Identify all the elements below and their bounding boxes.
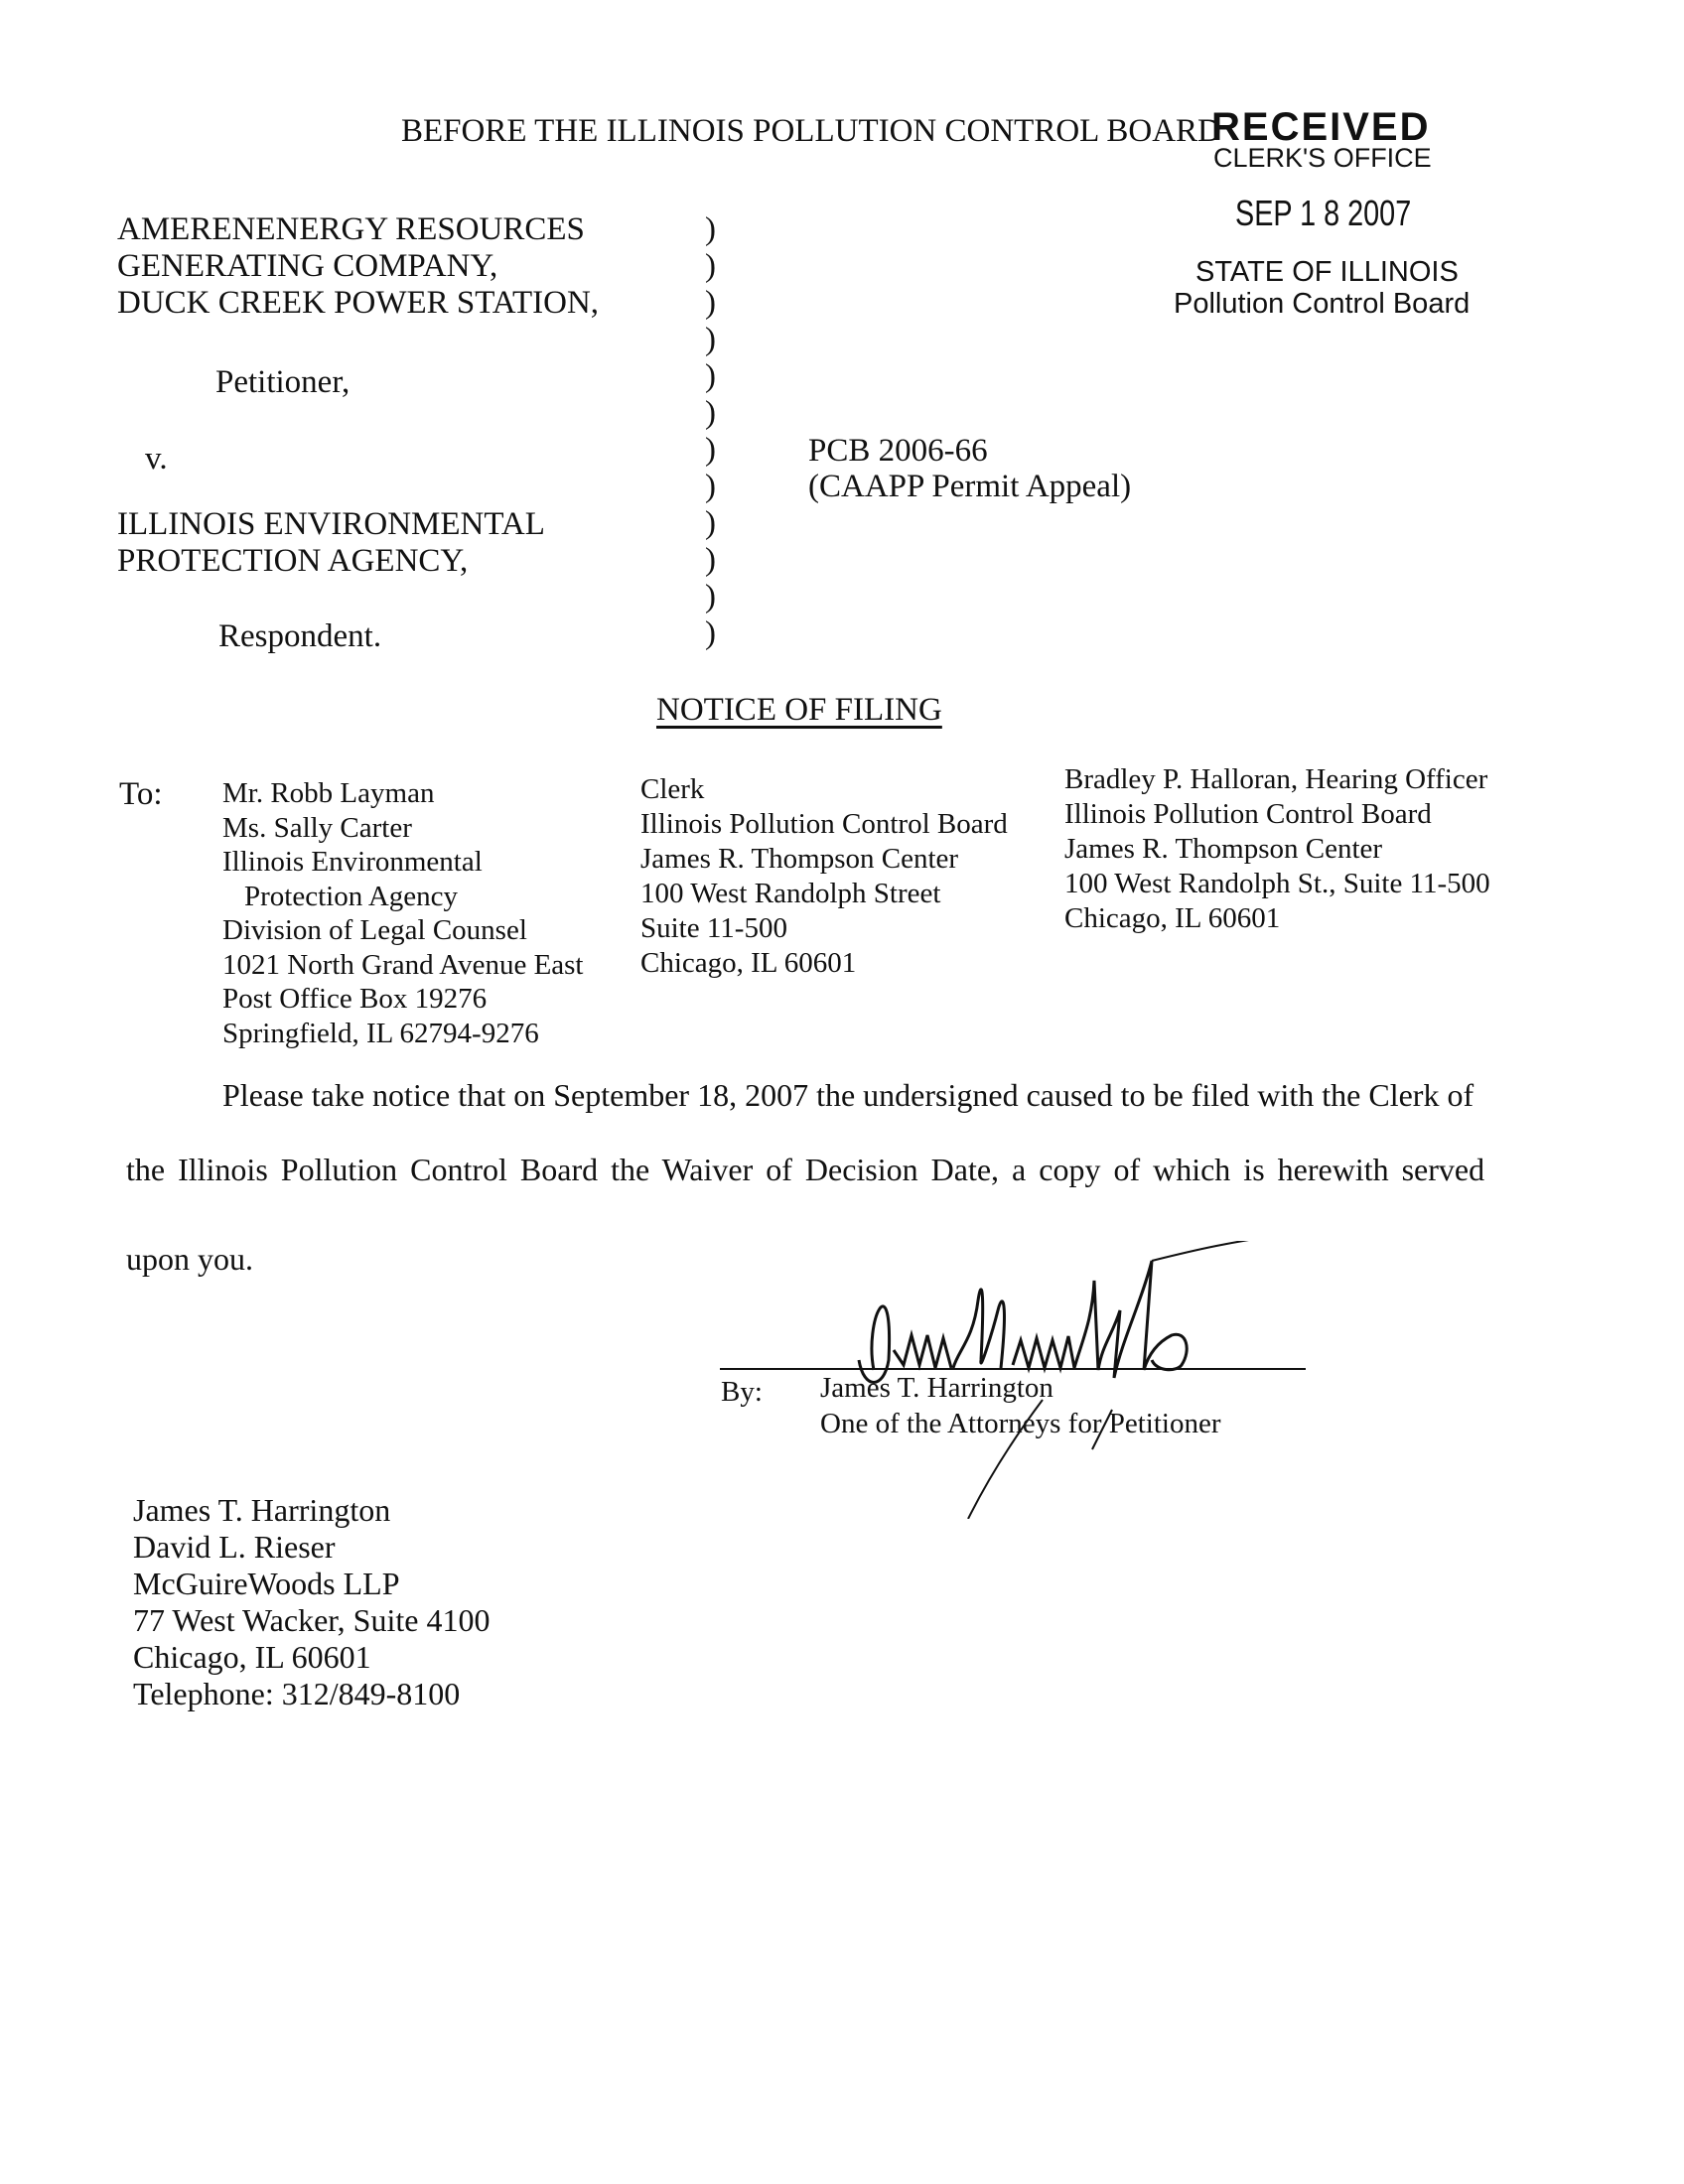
recipient-line: Suite 11-500: [640, 912, 787, 944]
counsel-line: 77 West Wacker, Suite 4100: [133, 1602, 491, 1638]
recipient-line: Division of Legal Counsel: [222, 914, 527, 946]
petitioner-role: Petitioner,: [215, 364, 351, 400]
recipient-line: Ms. Sally Carter: [222, 811, 412, 844]
counsel-line: David L. Rieser: [133, 1529, 336, 1565]
recipient-line: Illinois Environmental: [222, 846, 483, 878]
paren: ): [705, 505, 716, 541]
recipient-line: James R. Thompson Center: [640, 843, 959, 875]
paren: ): [705, 322, 716, 357]
petitioner-name: [117, 211, 599, 322]
stamp-state: STATE OF ILLINOIS: [1195, 256, 1459, 288]
versus-label: v.: [145, 441, 168, 477]
petitioner-line: GENERATING COMPANY,: [117, 248, 498, 284]
body-line-1: Please take notice that on September 18, 2007 the undersigned caused to be filed with the Clerk of: [222, 1077, 1474, 1113]
recipient-line: Chicago, IL 60601: [1064, 902, 1281, 934]
recipient-line: Post Office Box 19276: [222, 983, 488, 1015]
recipient-line: 100 West Randolph Street: [640, 878, 941, 909]
recipient-block-agency: [222, 776, 584, 1050]
paren: ): [705, 248, 716, 284]
counsel-line: Telephone: 312/849-8100: [133, 1676, 461, 1711]
caption-parens: [705, 211, 716, 652]
body-line-3: upon you.: [126, 1241, 253, 1277]
recipient-line: Springfield, IL 62794-9276: [222, 1017, 539, 1049]
paren: ): [705, 469, 716, 504]
respondent-role: Respondent.: [218, 618, 382, 654]
recipient-block-clerk: [640, 772, 1008, 981]
case-number: PCB 2006-66: [808, 433, 988, 469]
stamp-office: CLERK'S OFFICE: [1213, 143, 1432, 173]
paren: ): [705, 395, 716, 431]
recipient-line: 100 West Randolph St., Suite 11-500: [1064, 868, 1490, 899]
respondent-name: [117, 506, 545, 580]
respondent-line: ILLINOIS ENVIRONMENTAL: [117, 506, 545, 542]
petitioner-line: DUCK CREEK POWER STATION,: [117, 285, 600, 321]
recipient-line: Illinois Pollution Control Board: [640, 808, 1008, 840]
paren: ): [705, 579, 716, 614]
paren: ): [705, 211, 716, 247]
recipient-line: Bradley P. Halloran, Hearing Officer: [1064, 763, 1488, 795]
case-type: (CAAPP Permit Appeal): [808, 469, 1132, 504]
paren: ): [705, 432, 716, 468]
respondent-line: PROTECTION AGENCY,: [117, 543, 469, 579]
stamp-received: RECEIVED: [1211, 105, 1431, 149]
notice-title: NOTICE OF FILING: [656, 692, 942, 728]
paren: ): [705, 542, 716, 578]
recipient-line: Mr. Robb Layman: [222, 777, 435, 809]
counsel-line: Chicago, IL 60601: [133, 1639, 371, 1675]
signatory-name: James T. Harrington: [820, 1372, 1053, 1404]
counsel-block: [133, 1492, 490, 1712]
petitioner-line: AMERENENERGY RESOURCES: [117, 211, 585, 247]
signature-by-label: By:: [721, 1376, 763, 1408]
recipient-line: 1021 North Grand Avenue East: [222, 948, 584, 981]
body-line-2: the Illinois Pollution Control Board the Waiver of Decision Date, a copy of which is herewith served: [126, 1152, 1485, 1187]
to-label: To:: [119, 776, 163, 812]
page-title: BEFORE THE ILLINOIS POLLUTION CONTROL BOARD: [401, 113, 1221, 149]
counsel-line: James T. Harrington: [133, 1492, 391, 1528]
recipient-line: Chicago, IL 60601: [640, 947, 857, 979]
stamp-date: SEP 1 8 2007: [1235, 193, 1412, 233]
recipient-line: Illinois Pollution Control Board: [1064, 798, 1432, 830]
stamp-board: Pollution Control Board: [1174, 288, 1471, 320]
recipient-block-hearing-officer: [1064, 762, 1490, 936]
paren: ): [705, 615, 716, 651]
recipient-line: Clerk: [640, 773, 705, 805]
paren: ): [705, 358, 716, 394]
recipient-line: Protection Agency: [244, 880, 459, 912]
paren: ): [705, 285, 716, 321]
recipient-line: James R. Thompson Center: [1064, 833, 1383, 865]
counsel-line: McGuireWoods LLP: [133, 1566, 400, 1601]
signatory-title: One of the Attorneys for Petitioner: [820, 1408, 1221, 1439]
